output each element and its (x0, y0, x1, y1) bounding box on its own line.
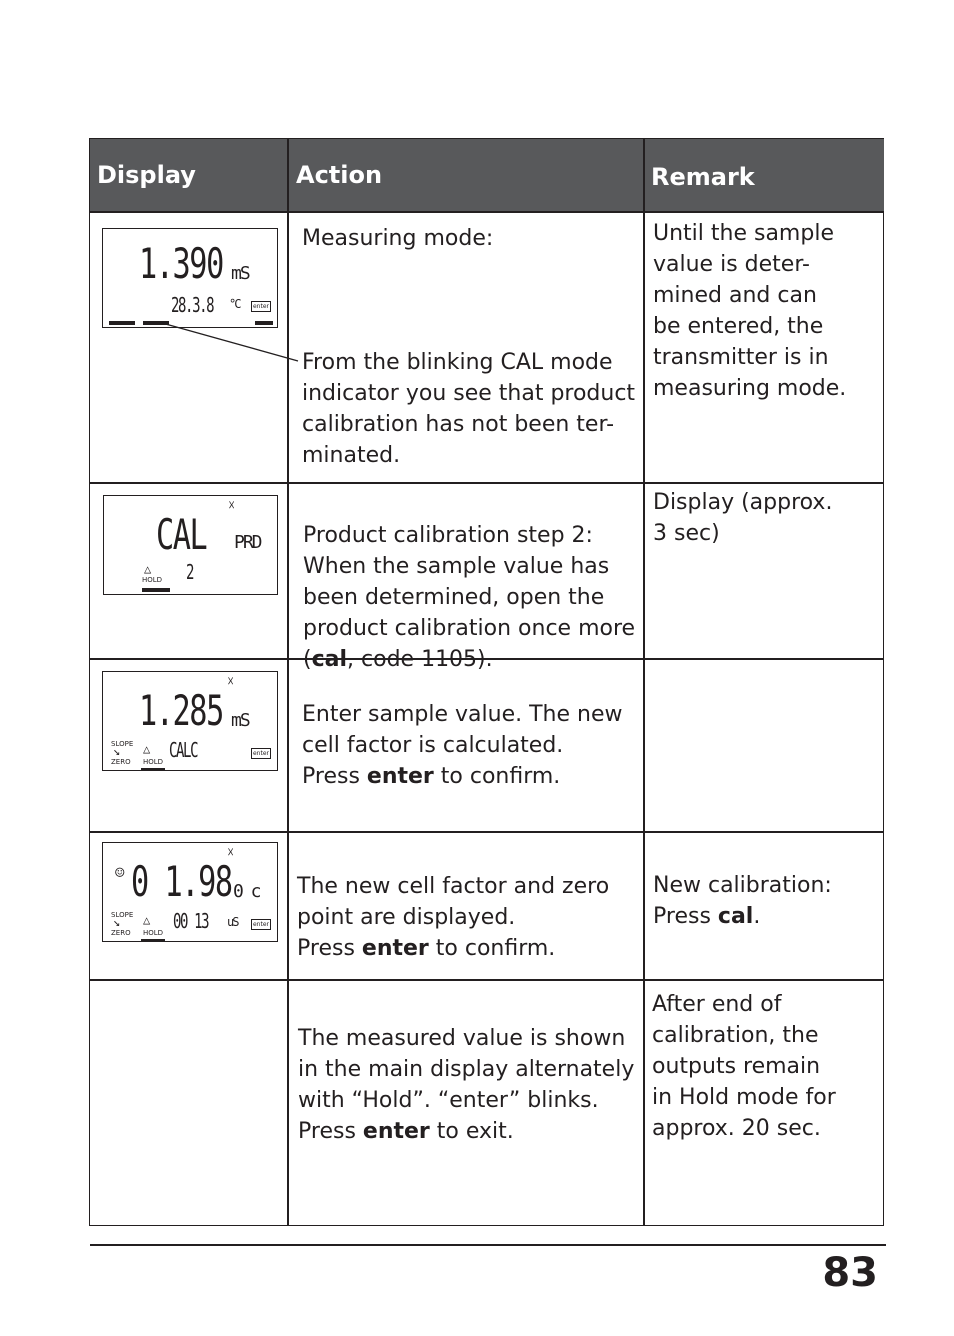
lcd-secondary-value: CALC (169, 738, 198, 762)
lcd-secondary-value: 00 13 (173, 909, 209, 933)
action-text: From the blinking CAL mode indicator you see that product calibration has not been ter- minated. (302, 350, 636, 468)
remark-text: New calibration: Press cal. (653, 873, 832, 929)
slope-icon: ↘ (113, 915, 119, 929)
lcd-display (102, 671, 278, 771)
hold-indicator (141, 768, 165, 771)
lcd-unit: 0 c (233, 881, 260, 902)
lcd-display (103, 495, 278, 595)
lcd-secondary-value: 2 (186, 560, 194, 584)
lcd-secondary-unit: uS (227, 915, 238, 929)
action-text: Product calibration step 2: When the sample value has been determined, open the product calibration once more (cal, code 1105). (303, 523, 636, 672)
sensor-icon: ☓ (228, 498, 234, 512)
warning-icon: △ (144, 562, 150, 576)
remark-text: After end of calibration, the outputs remain in Hold mode for approx. 20 sec. (652, 992, 836, 1141)
calibration-table (89, 138, 884, 1226)
action-text: The measured value is shown in the main display alternately with “Hold”. “enter” blinks. Press enter to exit. (298, 1026, 635, 1144)
lcd-unit: mS (231, 710, 249, 731)
page-number: 83 (822, 1250, 878, 1296)
hold-indicator (142, 588, 170, 592)
sensor-icon: ☓ (227, 674, 233, 688)
hold-label: HOLD (143, 929, 164, 937)
header-display-label: Display (97, 161, 196, 189)
header-remark-label: Remark (651, 163, 755, 191)
remark-text: Display (approx. 3 sec) (653, 490, 833, 546)
remark-text: Until the sample value is deter- mined and can be entered, the transmitter is in measuring mode. (653, 221, 847, 401)
lcd-display (102, 842, 278, 942)
hold-indicator (141, 939, 165, 942)
footer-rule (90, 1244, 886, 1246)
row-divider (90, 831, 883, 833)
hold-label: HOLD (143, 758, 164, 766)
hold-label: HOLD (142, 576, 163, 584)
lcd-unit: mS (231, 263, 249, 284)
lcd-main-value: 0 1.98 (131, 857, 232, 906)
enter-icon: enter (252, 750, 269, 757)
action-text: Measuring mode: (302, 226, 494, 251)
zero-label: ZERO (111, 929, 131, 937)
lcd-secondary-unit: °C (229, 297, 240, 311)
slope-icon: ↘ (113, 744, 119, 758)
enter-icon: enter (252, 303, 269, 310)
slope-label: SLOPE (111, 740, 134, 748)
lcd-main-value: CAL (156, 510, 207, 559)
zero-label: ZERO (111, 758, 131, 766)
row-divider (90, 979, 883, 981)
sensor-icon: ☓ (227, 845, 233, 859)
warning-icon: △ (143, 913, 149, 927)
lcd-secondary-value: 28.3.8 (171, 293, 214, 317)
smiley-icon: ☺ (115, 863, 123, 882)
header-action-label: Action (296, 161, 383, 189)
lcd-main-value: 1.285 (139, 686, 223, 735)
slope-label: SLOPE (111, 911, 134, 919)
action-text: Enter sample value. The new cell factor is calculated. Press enter to confirm. (302, 702, 623, 789)
warning-icon: △ (143, 742, 149, 756)
action-text: The new cell factor and zero point are displayed. Press enter to confirm. (297, 874, 610, 961)
enter-icon: enter (252, 921, 269, 928)
lcd-main-value: 1.390 (139, 239, 223, 288)
lcd-unit: PRD (234, 532, 261, 553)
